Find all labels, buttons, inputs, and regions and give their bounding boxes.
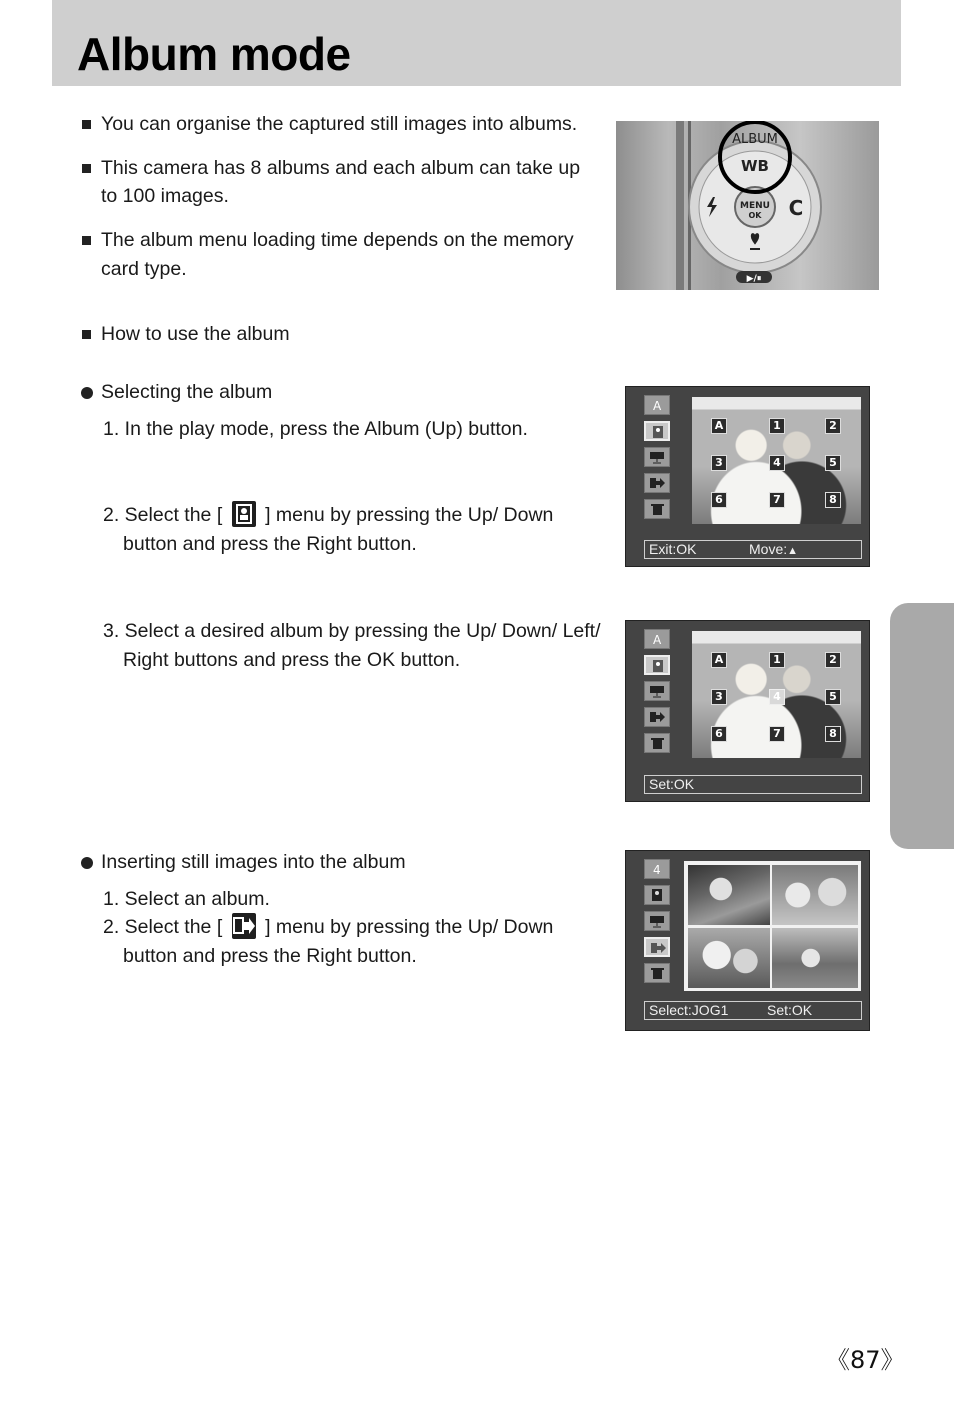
wb-button-label: WB bbox=[741, 157, 769, 175]
move-hint-label: Move: bbox=[749, 541, 788, 557]
thumbnail-children-park[interactable] bbox=[688, 865, 770, 925]
exit-hint: Exit:OK bbox=[649, 541, 697, 557]
svg-text:A: A bbox=[653, 633, 662, 646]
c-button-label: C bbox=[788, 196, 804, 220]
play-pause-label: ▶/⏸ bbox=[746, 274, 762, 284]
lcd-status-bar bbox=[644, 775, 862, 794]
selecting-heading: Selecting the album bbox=[101, 381, 273, 403]
album-slot: 1 bbox=[769, 652, 785, 668]
insert-image-icon bbox=[644, 473, 670, 493]
delete-icon bbox=[644, 499, 670, 519]
album-slot: 1 bbox=[769, 418, 785, 434]
camera-dpad-illustration bbox=[616, 121, 879, 290]
selecting-step-1: 1. In the play mode, press the Album (Up) button. bbox=[103, 418, 528, 440]
svg-text:A: A bbox=[653, 399, 662, 412]
album-menu-icon bbox=[644, 421, 670, 441]
album-slot: 5 bbox=[825, 689, 841, 705]
album-slot: A bbox=[711, 652, 727, 668]
lcd-menu-column bbox=[640, 629, 676, 759]
inserting-step-2 bbox=[103, 913, 553, 942]
intro-bullet-1: You can organise the captured still images into albums. bbox=[101, 113, 578, 135]
insert-image-icon bbox=[644, 937, 670, 957]
set-hint: Set:OK bbox=[767, 1002, 813, 1018]
album-slot: 7 bbox=[769, 726, 785, 742]
page-number: 《87》 bbox=[826, 1346, 905, 1374]
ok-button-label: OK bbox=[748, 211, 762, 220]
delete-icon bbox=[644, 963, 670, 983]
thumbnail-children-garden[interactable] bbox=[772, 928, 858, 988]
step-2-text-a: 2. Select the [ bbox=[103, 504, 223, 526]
step-2-text-b: ] menu by pressing the Up/ Down bbox=[265, 916, 554, 938]
album-number-icon bbox=[644, 859, 670, 879]
slideshow-icon bbox=[644, 681, 670, 701]
album-menu-icon bbox=[644, 655, 670, 675]
album-slot: 8 bbox=[825, 726, 841, 742]
wedding-photo bbox=[692, 631, 861, 758]
album-slot: 2 bbox=[825, 418, 841, 434]
set-hint: Set:OK bbox=[649, 776, 695, 792]
up-down-arrow-icon: ▲︎ bbox=[787, 545, 799, 557]
insert-image-icon bbox=[644, 707, 670, 727]
selecting-step-2 bbox=[103, 501, 553, 530]
slideshow-icon bbox=[644, 447, 670, 467]
inserting-step-1: 1. Select an album. bbox=[103, 888, 270, 910]
step-2-text-b: ] menu by pressing the Up/ Down bbox=[265, 504, 554, 526]
album-slot: A bbox=[711, 418, 727, 434]
bullet-square-icon bbox=[82, 120, 91, 129]
album-menu-icon bbox=[644, 885, 670, 905]
thumbnail-mother-child[interactable] bbox=[688, 928, 770, 988]
side-tab bbox=[890, 603, 954, 849]
lcd-status-bar bbox=[644, 1001, 862, 1020]
menu-button-label: MENU bbox=[740, 201, 770, 211]
selecting-step-2-cont: button and press the Right button. bbox=[123, 533, 417, 555]
bullet-square-icon bbox=[82, 236, 91, 245]
selecting-step-3: 3. Select a desired album by pressing the Up/ Down/ Left/ bbox=[103, 620, 601, 642]
insert-image-menu-icon bbox=[232, 913, 256, 939]
album-number: 4 bbox=[653, 863, 661, 876]
bullet-dot-icon bbox=[81, 387, 93, 399]
album-slot: 4 bbox=[769, 455, 785, 471]
album-slot: 5 bbox=[825, 455, 841, 471]
camera-back-photo bbox=[616, 121, 879, 290]
album-slot: 6 bbox=[711, 726, 727, 742]
thumbnail-grid bbox=[684, 861, 861, 991]
lcd-screen-album-choose bbox=[625, 620, 870, 802]
lcd-menu-column bbox=[640, 395, 676, 525]
wedding-photo bbox=[692, 397, 861, 524]
lcd-screen-insert-images bbox=[625, 850, 870, 1031]
album-slot: 2 bbox=[825, 652, 841, 668]
inserting-step-2-cont: button and press the Right button. bbox=[123, 945, 417, 967]
intro-bullet-3: The album menu loading time depends on the memory bbox=[101, 229, 574, 251]
delete-icon bbox=[644, 733, 670, 753]
lcd-menu-column bbox=[640, 859, 676, 989]
bullet-square-icon bbox=[82, 164, 91, 173]
select-hint: Select:JOG1 bbox=[649, 1002, 729, 1018]
slideshow-icon bbox=[644, 911, 670, 931]
album-slot: 3 bbox=[711, 455, 727, 471]
album-button-label: ALBUM bbox=[732, 132, 778, 147]
album-slot: 7 bbox=[769, 492, 785, 508]
album-a-icon bbox=[644, 395, 670, 415]
how-to-heading: How to use the album bbox=[101, 323, 290, 345]
move-hint bbox=[749, 541, 798, 560]
page-title: Album mode bbox=[77, 28, 351, 80]
thumbnail-girls-portrait[interactable] bbox=[772, 865, 858, 925]
album-slot: 8 bbox=[825, 492, 841, 508]
lcd-screen-album-select bbox=[625, 386, 870, 567]
selecting-step-3-cont: Right buttons and press the OK button. bbox=[123, 649, 461, 671]
intro-bullet-2: This camera has 8 albums and each album can take up bbox=[101, 157, 581, 179]
lcd-status-bar bbox=[644, 540, 862, 559]
bullet-square-icon bbox=[82, 330, 91, 339]
inserting-heading: Inserting still images into the album bbox=[101, 851, 406, 873]
album-slot: 3 bbox=[711, 689, 727, 705]
intro-bullet-3-cont: card type. bbox=[101, 258, 187, 280]
album-a-icon bbox=[644, 629, 670, 649]
album-slot-selected: 4 bbox=[769, 689, 785, 705]
step-2-text-a: 2. Select the [ bbox=[103, 916, 223, 938]
album-menu-icon bbox=[232, 501, 256, 527]
intro-bullet-2-cont: to 100 images. bbox=[101, 185, 229, 207]
album-slot: 6 bbox=[711, 492, 727, 508]
bullet-dot-icon bbox=[81, 857, 93, 869]
